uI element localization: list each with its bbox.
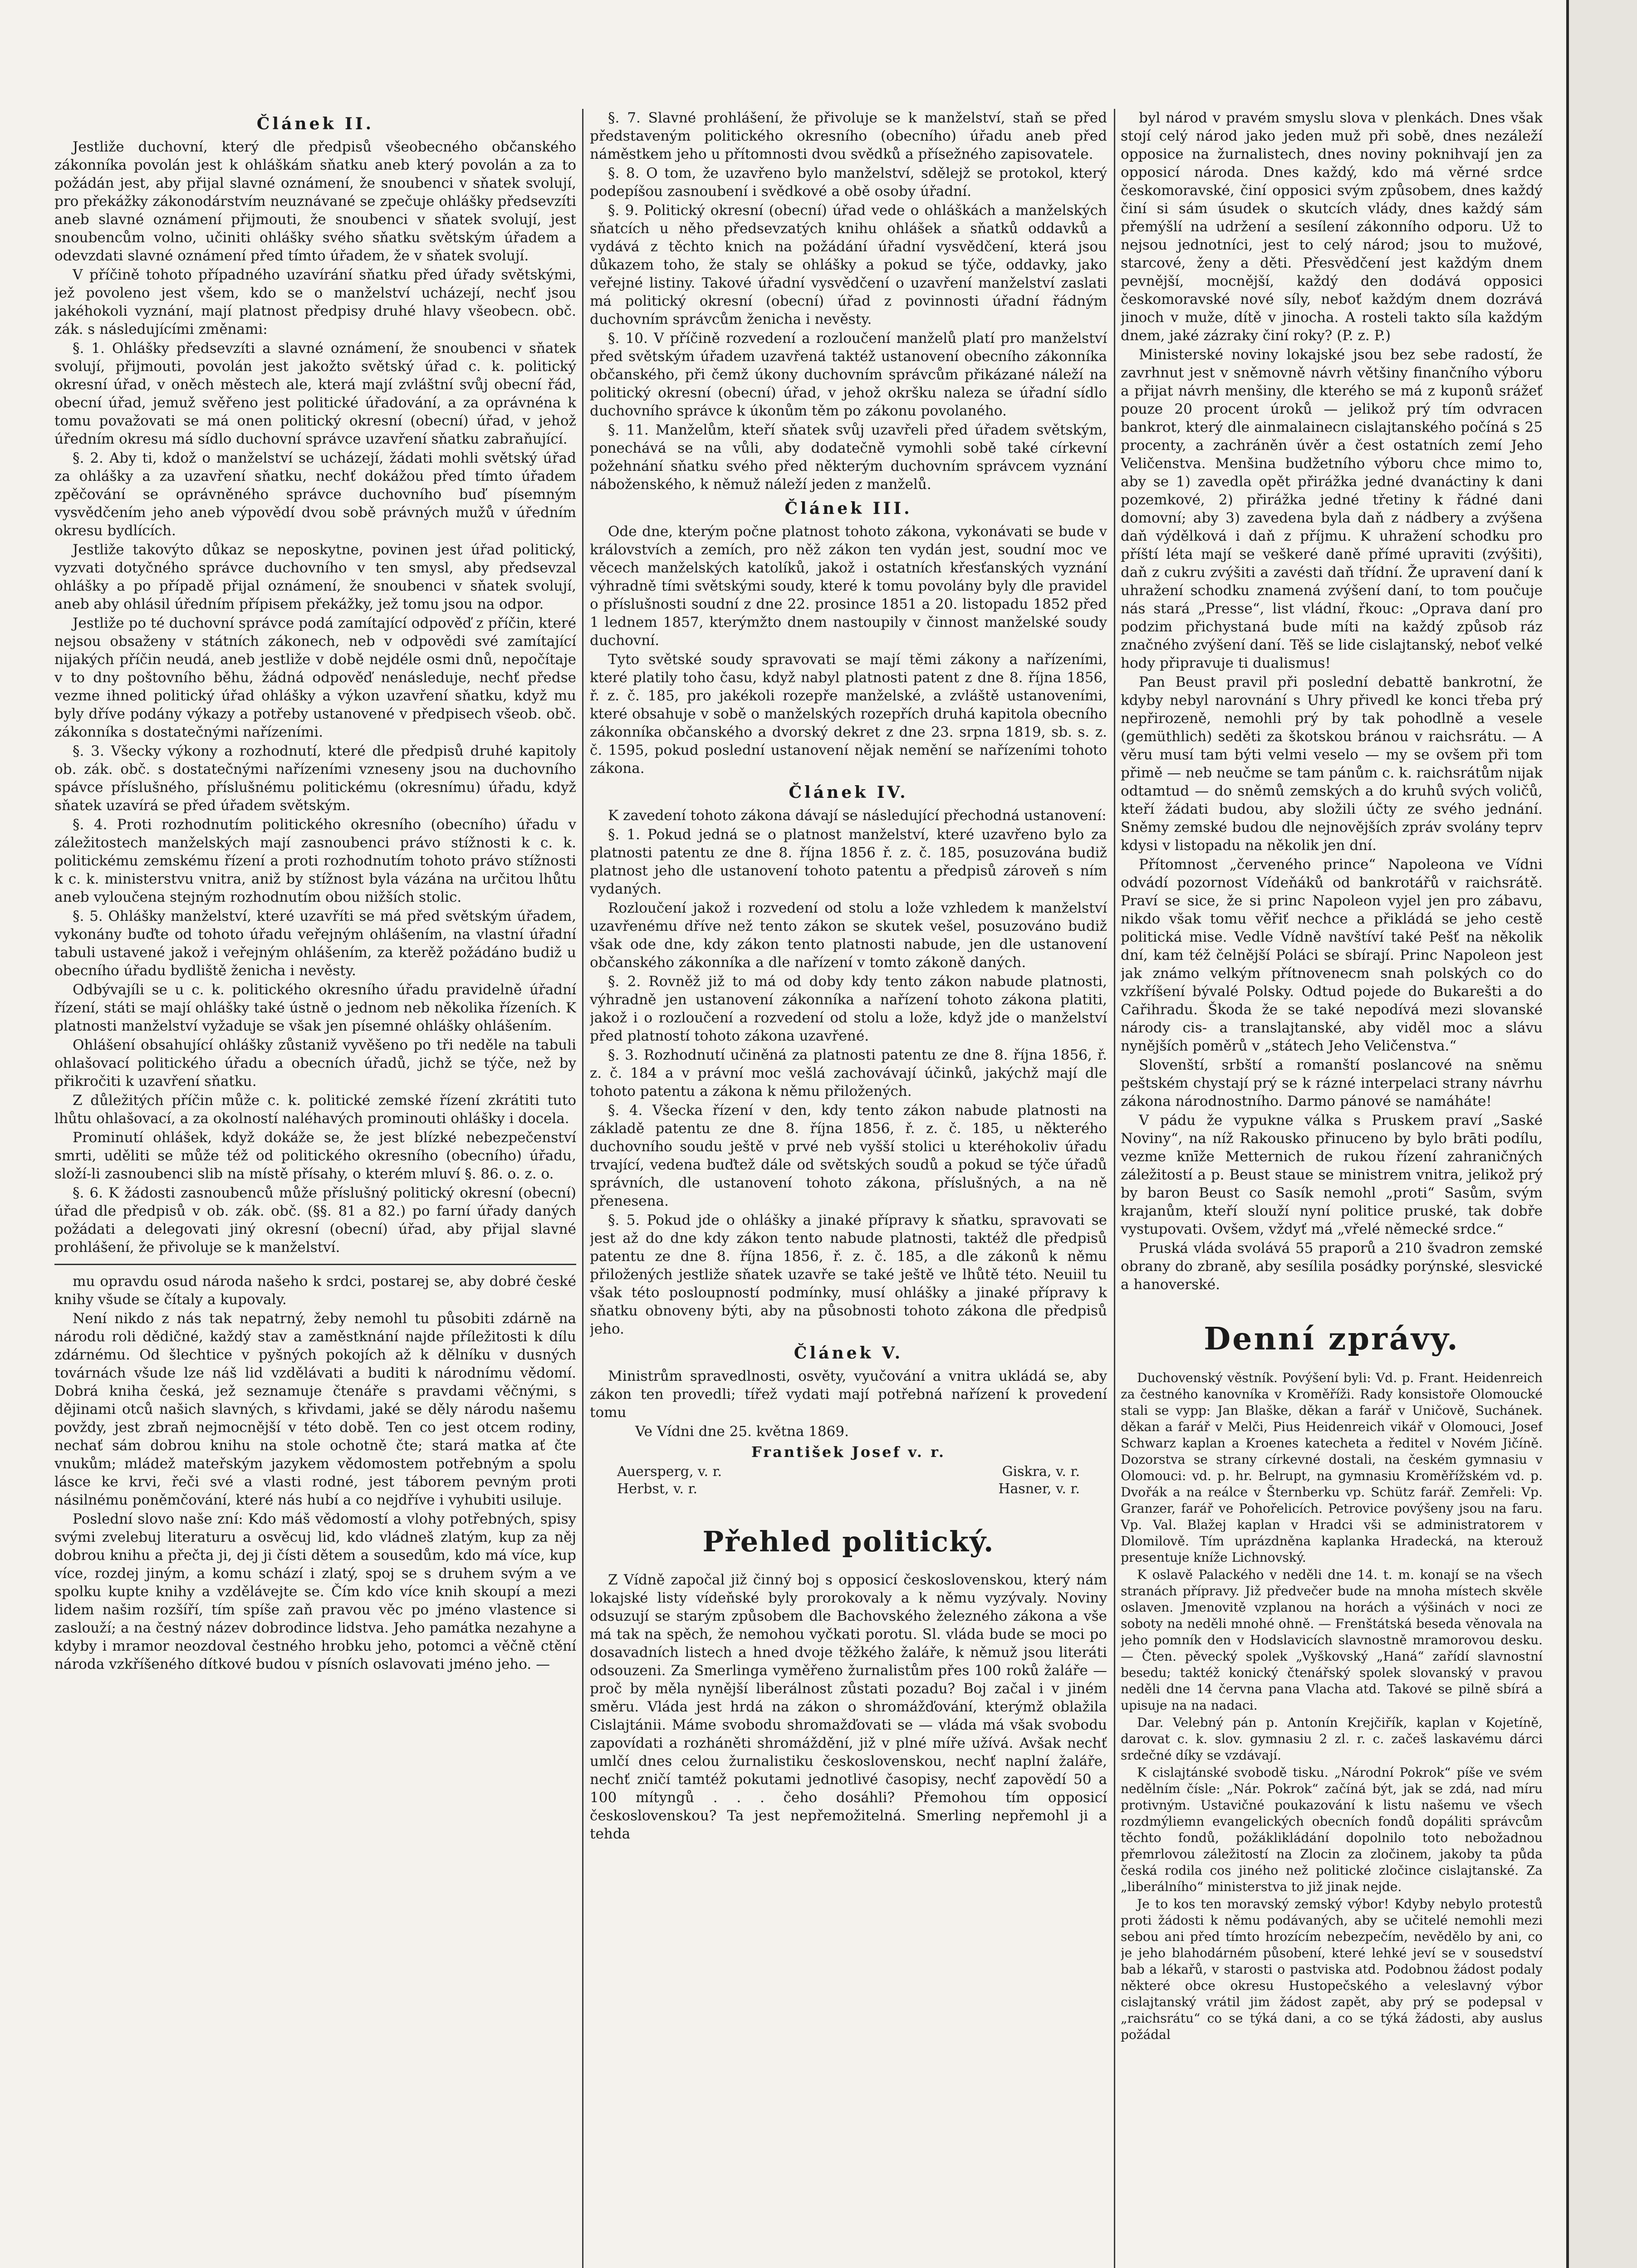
minister-signatures (590, 1463, 1107, 1498)
paragraph: Slovenští, srbští a romanští poslancové na sněmu peštském chystají prý se k rázné interpelaci strany návrhu zákona národnostního. Darmo pánové se namáháte! (1121, 1057, 1543, 1110)
daily-news-section (1121, 1370, 1543, 2043)
column-3 (1121, 109, 1543, 2268)
paragraph: Z Vídně započal již činný boj s opposicí československou, který nám lokajské listy vídeňské byly prorokovaly a k němu vyzývaly. Noviny odsuzují se starým způsobem dle Bachovského železného zákona a vše má tak na spěch, že nemohou vyčkati porotu. Sl. vláda bude se moci po dosavadních listech a hned dvoje těžkého žaláře, k němuž jsou literáti odsouzeni. Za Smerlinga vyměřeno žurnalistům přes 100 roků žaláře — proč by měla nynější liberálnost zůstati pozadu? Boj začal i v jiném směru. Vláda jest hrdá na zákon o shromážďování, kterýmž oblažila Cislajtánii. Máme svobodu shromažďovati se — vláda má však svobodu zapovídati a rozháněti shromáždění, již v plné míře užívá. Avšak nechť umlčí dnes celou žurnalistiku československou, nechť naplní žaláře, nechť zničí tamtéž pokutami jednotlivé časopisy, nechť zapovědí 50 a 100 mítyngů . . . čeho dosáhli? Přemohou tím opposicí československou? Ta jest nepřemožitelná. Smerling nepřemohl ji a tehda (590, 1572, 1107, 1842)
paragraph: §. 5. Ohlášky manželství, které uzavříti se má před světským úřadem, vykonány buďte od tohoto úřadu veřejným ohlášením, na vlastní úřadní tabuli ustavené jakož i veřejným ohlášením, za kterěž požádáno budiž u obecního úřadu bydliště ženicha i nevěsty. (54, 908, 576, 979)
paragraph: Pruská vláda svolává 55 praporů a 210 švadron zemské obrany do zbraně, aby sesílila posádky porýnské, slesvické a hanoverské. (1121, 1240, 1543, 1293)
section-divider (54, 1264, 576, 1265)
paragraph: §. 4. Proti rozhodnutím politického okresního (obecního) úřadu v záležitostech manželských mají zasnoubenci právo stížnosti k c. k. politickému zemskému řízení a proti rozhodnutím tohoto právo stížnosti k c. k. ministerstvu vnitra, aniž by stížnost byla vázána na určitou lhůtu aneb vyloučena stejným rozhodnutím obou nižších stolic. (54, 816, 576, 905)
paragraph: §. 1. Ohlášky předsevzíti a slavné oznámení, že snoubenci v sňatek svolují, přijmouti, povolán jest jakožto světský úřad c. k. politický okresní úřad, v oněch městech ale, která mají zvláštní svůj obecní řád, obecní úřad, jemuž svěřeno jest politické úřadování, a za oprávnéna k tomu považovati se má onen politický okresní (obecní) úřad, v jehož úředním okresu má sídlo duchovní správce uzavření sňatku zabraňující. (54, 340, 576, 447)
paragraph: §. 7. Slavné prohlášení, že přivoluje se k manželství, staň se před představeným politického okresního (obecního) úřadu aneb před náměstkem jeho u přítomnosti dvou svědků a přísežného zapisovatele. (590, 110, 1107, 162)
column-divider-2 (1114, 109, 1115, 2268)
paragraph: Tyto světské soudy spravovati se mají těmi zákony a nařízeními, které platily toho času, když nabyl platnosti patent z dne 8. října 1856, ř. z. č. 185, pro jakékoli rozepře manželské, a zvláště ustanoveními, které obsahuje v sobě o manželských rozepřích druhá kapitola obecního zákonníka občanského a dvorský dekret z dne 23. srpna 1819, sb. s. z. č. 1595, pokud poslední ustanovení nějak nemění se nařízeními tohoto zákona. (590, 651, 1107, 777)
paragraph: Poslední slovo naše zní: Kdo máš vědomostí a vlohy potřebných, spisy svými zvelebuj literaturu a osvěcuj lid, kdo vládneš zlatým, kup za něj dobrou knihu a přečta ji, dej ji čísti dětem a sousedům, kdo má více, kup více, rozdej jiným, a komu schází i zlatý, spoj se s druhem svým a ve spolku kupte knihy a vzdělávejte se. Čím kdo více knih skoupí a mezi lidem našim rozšíří, tím spíše zaň pravou věc po jméno vlastence si zaslouží; a na čestný název dobrodince lidstva. Jeho památka nezahyne a kdyby i mramor neozdoval čestného hrobku jeho, potomci a věčně ctění národa vzkříšeného dítkové budou v písních oslavovati jméno jeho. — (54, 1511, 576, 1672)
paragraph: §. 10. V příčině rozvedení a rozloučení manželů platí pro manželství před světským úřadem uzavřená taktéž ustanovení obecního zákonníka občanského, při čemž úkony duchovním správcům přikázané náleží na politický okresní (obecní) úřad, v jehož okršku naleza se úřadní sídlo duchovního správce k úkonům těm po zákonu povolaného. (590, 330, 1107, 419)
paragraph: §. 2. Rovněž již to má od doby kdy tento zákon nabude platnosti, výhradně jen ustanovení zákonníka a nařízení tohoto zákona platiti, jakož i o rozloučení a rozvedení od stolu a lože, když jde o manželství před platností tohoto zákona uzavřené. (590, 973, 1107, 1044)
paragraph: §. 6. K žádosti zasnoubenců může příslušný politický okresní (obecní) úřad dle předpisů v ob. zák. obč. (§§. 81 a 82.) po farní úřady daných požádati a delegovati jiný okresní (obecní) úřad, aby přijal slavné prohlášení, že přivoluje se k manželství. (54, 1185, 576, 1256)
column-divider-1 (582, 109, 583, 2268)
paragraph: Není nikdo z nás tak nepatrný, žeby nemohl tu působiti zdárně na národu roli dědičné, každý stav a zaměstknání najde příležitosti k dílu zdárnému. Od šlechtice v pyšných pokojích až k dělníku v dusných továrnách všude lze náš lid vzdělávati a buditi k národnímu vědomí. Dobrá kniha česká, jež seznamuje čtenáře s pravdami věčnými, s dějinami otců našich slavných, s křivdami, jaké se děly národu našemu povždy, jest zbraň nejmocnější v této době. Ten co jest otcem rodiny, nechať sám dobrou knihu na stole ochotně čte; stará matka ať čte vnukům; mládež mateřským jazykem vědomostem potřebným a spolu lásce ke krvi, řeči své a vlasti rodné, jest táborem pevným proti násilnému poněmčování, které nás hubí a co nejdříve i vyhubiti usiluje. (54, 1310, 576, 1508)
paragraph: Jestliže takovýto důkaz se neposkytne, povinen jest úřad politický, vyzvati dotyčného správce duchovního v ten smysl, aby předsevzal ohlášky a po případě přijal oznámení, že snoubenci v sňatek svolují, aneb aby ohlásil úředním přípisem překážky, jež tomu jsou na odpor. (54, 542, 576, 612)
newspaper-page (54, 109, 1543, 2268)
paragraph: §. 2. Aby ti, kdož o manželství se ucházejí, žádati mohli světský úřad za ohlášky a za uzavření sňatku, nechť dokážou před tímto úřadem zpěčování se oprávněného správce duchovního buď písemným vysvědčením jeho aneb výpovědí dvou sobě právných mužů v úředním okresu bydlících. (54, 450, 576, 539)
paragraph: §. 9. Politický okresní (obecní) úřad vede o ohláškách a manželských sňatcích u něho předsevzatých knihu ohlášek a sňatků oddavků a vydává z těchto knich na požádání úřadní vysvědčení, která jsou důkazem toho, že staly se ohlášky a pokud se týče, oddavky, jako veřejné listiny. Takové úřadní vysvědčení o uzavření manželství zaslati má politický okresní (obecní) úřad z povinnosti úřadní řádným duchovním správcům ženicha i nevěsty. (590, 202, 1107, 327)
binding-edge-line (1566, 0, 1569, 2268)
daily-news-heading: Denní zprávy. (1204, 1321, 1460, 1357)
paragraph: §. 3. Rozhodnutí učiněná za platnosti patentu ze dne 8. října 1856, ř. z. č. 184 a v právní moc vešlá zachovávají účinků, jakýchž mají dle tohoto patentu a zákona k němu přiložených. (590, 1047, 1107, 1100)
paragraph: Přítomnost „červeného prince“ Napoleona ve Vídni odvádí pozornost Vídeňáků od bankrotářů v raichsrátě. Praví se sice, že si princ Napoleon vyjel jen pro zábavu, nikdo však tomu věřiť nechce a přikládá se jeho cestě politická mise. Vedle Vídně navštíví také Pešť na několik dní, kam též čelnější Poláci se sbírají. Princ Napoleon jest jak známo velkým přítnovenecm snah polských co do vzkříšení bývalé Polsky. Odtud pojede do Bukarešti a do Cařihradu. Škoda že se také nepodívá mezi slovanské národy cis- a translajtanské, aby viděl moc a slávu nynějších poměrů v „státech Jeho Veličenstva.“ (1121, 856, 1543, 1054)
political-overview-heading: Přehled politický. (702, 1525, 995, 1558)
minister-name: Herbst, v. r. (617, 1481, 698, 1497)
column-2 (590, 109, 1107, 2268)
paragraph: Ohlášení obsahující ohlášky zůstaniž vyvěšeno po tři neděle na tabuli ohlašovací politického úřadu a obecních úřadů, jichž se týče, než by přikročiti k uzavření sňatku. (54, 1037, 576, 1090)
article-3-heading: Článek III. (784, 499, 912, 518)
paragraph: mu opravdu osud národa našeho k srdci, postarej se, aby dobré české knihy všude se čítaly a kupovaly. (54, 1273, 576, 1308)
article-4-heading: Článek IV. (789, 783, 908, 802)
column-1 (54, 109, 576, 2268)
paragraph: byl národ v pravém smyslu slova v plenkách. Dnes však stojí celý národ jako jeden muž při sobě, dnes nezáleží opposice na žurnalistech, dnes noviny poknihvají jen za opposicí národa. Dnes každý, kdo má věrné srdce českomoravské, činí opposici svým způsobem, dnes každý činí si sám úsudek o skutcích vlády, dnes každý sám přemýšlí na udržení a sesílení zákonního odporu. Už to nejsou jednotníci, jest to celý národ; jsou to mužové, starcové, ženy a děti. Přesvědčení jest každým dnem pevnější, mocnější, každý den dodává opposici českomoravské nové síly, neboť každým dnem dozrává jinoch v muže, dítě v jinocha. A rosteli takto síla každým dnem, jaké zázraky činí roky? (P. z. P.) (1121, 110, 1543, 344)
paragraph: Jestliže duchovní, který dle předpisů všeobecného občanského zákonníka povolán jest k ohláškám sňatku aneb který povolán a za to požádán jest, aby přijal slavné oznámení, že snoubenci v sňatek svolují, pro překážky zákonodárstvím neuznávané se zpečuje ohlášky předsevzíti aneb slavné oznámení přijmouti, že snoubenci v sňatek svolují, jest snoubencům volno, učiniti ohlášky svého sňatku světským úřadem a odevzdati slavné oznámení před tímto úřadem, že v sňatek svolují. (54, 139, 576, 264)
paragraph: §. 5. Pokud jde o ohlášky a jinaké přípravy k sňatku, spravovati se jest až do dne kdy zákon tento nabude platnosti, taktéž dle předpisů patentu ze dne 8. října 1856, ř. z. č. 185, a dle zákonů k němu přiložených jestliže sňatek uzavře se také ještě ve lhůtě této. Neuiil tu však této posloupností podmínky, musí ohlášky a jinaké přípravy k sňatku obnoveny býti, aby na působnosti tohoto zákona dle předpisů jeho. (590, 1212, 1107, 1337)
paragraph: K zavedení tohoto zákona dávají se následující přechodná ustanovení: (608, 807, 1107, 824)
paragraph: §. 11. Manželům, kteří sňatek svůj uzavřeli před úřadem světským, ponechává se na vůli, aby dodatečně vymohli sobě také církevní požehnání sňatku svého před některým duchovním správcem vyznání náboženského, k němuž náleží jeden z manželů. (590, 422, 1107, 493)
paragraph: V příčině tohoto případného uzavírání sňatku před úřady světskými, jež povoleno jest všem, kdo se o manželství ucházejí, nechť jsou jakéhokoli vyznání, mají platnost předpisy druhé hlavy všeobecn. obč. zák. s následujícími změnami: (54, 267, 576, 337)
paragraph: Ministerské noviny lokajské jsou bez sebe radostí, že zavrhnut jest v sněmovně návrh většiny finančního výboru a přijat návrh menšiny, dle kterého se má z kuponů srážeť pouze 20 procent úroků — jelikož prý tím odvracen bankrot, který dle ainmalainecn cislajtanského počíná s 25 procenty, a zachráněn úvěr a čest ostatních zemí Jeho Veličenstva. Menšina budžetního výboru chce mimo to, aby se 1) zavedla opět přirážka jedné dvanáctiny k dani pozemkové, 2) přirážka jedné třetiny k řádné dani domovní; aby 3) zavedena byla daň z nádbery a zvýšena daň výdělková i daň z příjmu. K uhražení schodku pro příští léta mají se veškeré daně přímé upraviti (zvýšiti), daň z cukru zvýšiti a zavésti daň třídní. Že upravení daní k uhražení schodku znamená zvýšení daní, to tom poučuje nás stará „Presse“, list vládní, řkouc: „Oprava daní pro podzim přichystaná bude míti na každý způsob ráz značného zvýšení daní. Těš se lide cislajtanský, neboť velké hody připravuje ti dualismus! (1121, 347, 1543, 671)
paragraph: §. 8. O tom, že uzavřeno bylo manželství, sdělejž se protokol, který podepíšou zasnoubení i svědkové a obě osoby úřadní. (590, 165, 1107, 200)
emperor-signature: František Josef v. r. (751, 1443, 946, 1461)
paragraph: §. 1. Pokud jedná se o platnost manželství, které uzavřeno bylo za platnosti patentu ze dne 8. října 1856 ř. z. č. 185, posuzována budiž platnost jeho dle ustanovení tohoto patentu a předpisů zároveň s ním vydaných. (590, 826, 1107, 897)
news-item: Duchovenský věstník. Povýšení byli: Vd. p. Frant. Heidenreich za čestného kanovníka v Kroměříži. Rady konsistoře Olomoucké stali se vypp: Jan Blaške, děkan a farář v Uničově, Suchánek. děkan a farář v Melči, Pius Heidenreich vikář v Olomouci, Josef Schwarz kaplan a Kroenes katecheta a ředitel v Novém Jičíně. Dozorstva se strany církevné dostali, na českém gymnasiu v Olomouci: vd. p. hr. Belrupt, na gymnasiu Kroměřížském vd. p. Dvořák a na reálce v Šternberku vp. Schütz farář. Zemřeli: Vp. Granzer, farář ve Pohořelicích. Petrovice povýšeny jsou na faru. Vp. Val. Blažej kaplan v Hradci vši se administratorem v Dlomilově. Tím uprázdněna kaplanka Hradecká, na kterouž presentuje kníže Lichnovský. (1121, 1370, 1543, 1565)
article-5-heading: Článek V. (794, 1344, 903, 1363)
paragraph: Ode dne, kterým počne platnost tohoto zákona, vykonávati se bude v královstvích a zemích, pro něž zákon ten vydán jest, soudní moc ve věcech manželských katolíků, jakož i ostatních křesťanských vyznání výhradně tími světskými soudy, které k tomu povolány byly dle pravidel o příslušnosti soudní z dne 22. prosince 1851 a 20. listopadu 1852 před 1 lednem 1857, kterýmžto dnem nastoupily v činnost manželské soudy duchovní. (590, 523, 1107, 649)
law-date: Ve Vídni dne 25. května 1869. (635, 1423, 849, 1440)
minister-name: Hasner, v. r. (998, 1481, 1080, 1497)
article-2-heading: Článek II. (256, 114, 374, 133)
paragraph: Z důležitých příčin může c. k. politické zemské řízení zkrátiti tuto lhůtu ohlašovací, a za okolností naléhavých prominouti ohlášky i docela. (54, 1092, 576, 1127)
paragraph: Pan Beust pravil při poslední debattě bankrotní, že kdyby nebyl narovnání s Uhry přivedl ke konci třeba prý nepřirozeně, nemohli prý by tak pohodlně a vesele (gemüthlich) seděti za škotskou bránou v raichsrátu. — A věru musí tam býti velmi veselo — my se ovšem při tom přimě — neb neučme se tam pánům c. k. raichsrátům nijak odtamtud — do sněmů zemských a do kruhů svých voličů, kteří žádati budou, aby složili účty ze svého jednání. Sněmy zemské budou dle nejnovějších zpráv svolány teprv kdysi v listopadu na několik jen dní. (1121, 674, 1543, 854)
paragraph: Odbývajíli se u c. k. politického okresního úřadu pravidelně úřadní řízení, státi se mají ohlášky také ústně o jednom neb několika řízeních. K platnosti manželství vyžaduje se však jen písemné ohlášky ohlášením. (54, 982, 576, 1034)
paragraph: V pádu že vypukne válka s Pruskem praví „Saské Noviny“, na níž Rakousko přinuceno by bylo brāti podílu, vezme knīže Metternich de rukou řízení zahraničných záležitostí a p. Beust staue se ministrem vnitra, jelikož prý by baron Beust co Sasík nemohl „proti“ Sasům, svým krajanům, kteří slouží nyní politice pruské, tak dobře vystupovati. Ovšem, vždyť má „vřelé německé srdce.“ (1121, 1112, 1543, 1237)
paragraph: Ministrům spravedlnosti, osvěty, vyučování a vnitra ukládá se, aby zákon ten provedli; tířež vydati mají potřebná nařízení k provedení tomu (590, 1368, 1107, 1421)
paragraph: §. 3. Všecky výkony a rozhodnutí, které dle předpisů druhé kapitoly ob. zák. obč. s dostatečnými nařízeními vzneseny jsou na duchovního spávce příslušného, příslušnému politickému (okresnímu) úřadu, když sňatek uzavírá se před úřadem světským. (54, 743, 576, 814)
news-item: Dar. Velebný pán p. Antonín Krejčiřík, kaplan v Kojetíně, darovat c. k. slov. gymnasiu 2 zl. r. c. začeš laskavému dárci srdečné díky se vzdávají. (1121, 1715, 1543, 1763)
binding-margin (1569, 0, 1637, 2268)
minister-name: Auersperg, v. r. (617, 1464, 722, 1480)
news-item: Je to kos ten moravský zemský výbor! Kdyby nebylo protestů proti žádosti k němu podávaných, aby se učitelé nemohli mezi sebou ani před tímto hrozícím nebezpečím, nevědělo by ani, co je jeho blahodárném působení, které lehké jeví se v sousedství bab a lékařů, v starosti o pastviska atd. Podobnou žádost podaly některé obce okresu Hustopečského a veleslavný výbor cislajtanský vrátil jim žádost zapět, aby prý se podepsal v „raichsrátu“ co se týká dani, a co se týká žádosti, aby auslus požádal (1121, 1897, 1543, 2042)
paragraph: §. 4. Všecka řízení v den, kdy tento zákon nabude platnosti na základě patentu ze dne 8. října 1856, ř. z. č. 185, u některého duchovního soudu ještě v prvé neb vyšší stolici u kteréhokoliv úřadu trvající, vedena buďtež dále od světských soudů a pokud se týče úřadů správních, dle ustanovení tohoto zákona, příslušných, a na ně přenesena. (590, 1102, 1107, 1209)
paragraph: Jestliže po té duchovní správce podá zamítající odpověď z příčin, které nejsou obsaženy v státních zákonech, neb v odpovědi své zamítající nijakých příčin neudá, aneb jestliže v době nejdéle osmi dnů, nepočítaje v to dny poštovního běhu, žádná odpověď nenásleduje, nechť předse vezme ihned politický úřad ohlášky a výkon uzavření sňatku, když mu byly dříve podány výkazy a potřeby ustanovené v předpisech všeob. obč. zákonníka s dostatečnými nařízeními. (54, 615, 576, 740)
minister-name: Giskra, v. r. (1002, 1464, 1080, 1480)
paragraph: Prominutí ohlášek, když dokáže se, že jest blízké nebezpečenství smrti, uděliti se může též od politického okresního (obecního) úřadu, složí-li zasnoubenci slib na místě přísahy, o kterém mluví §. 86. o. z. o. (54, 1129, 576, 1182)
news-item: K oslavě Palackého v neděli dne 14. t. m. konají se na všech stranách přípravy. Již předvečer bude na mnoha místech skvěle oslaven. Jmenovitě vzplanou na horách a výšinách v noci ze soboty na neděli mnohé ohně. — Frenštátská beseda věnovala na jeho pomník den v Hodslavicích slavnostně mramorovou desku. — Čten. pěvecký spolek „Vyškovský „Haná“ zařídí slavnostní besedu; taktéž konický čtenářský spolek slovanský v pravou neděli dne 14 června pana Vlacha atd. Takové se pilně sbírá a upisuje na na nadaci. (1121, 1567, 1543, 1713)
news-item: K cislajtánské svobodě tisku. „Národní Pokrok“ píše ve svém nedělním čísle: „Nár. Pokrok“ začíná být, jak se zdá, nad míru protivným. Ustavičné poukazování k listu našemu ve všech rozdmýliemn evangelických obecních fondů dopáliti správcům těchto fondů, požáklikládání dopolnilo toto nebožadnou přemrlovou záležitostí na Zlocin za zločinem, jakoby ta půda česká rodila cos jiného než politické zločince cislajtanské. Za „liberálního“ ministerstva to již jinak nejde. (1121, 1765, 1543, 1894)
paragraph: Rozloučení jakož i rozvedení od stolu a lože vzhledem k manželství uzavřenému dříve než tento zákon se skutek vešel, posuzováno budiž však ode dne, kdy zákon tento platnosti nabude, jen dle ustanovení občanského zákonníka a dle nařízení v tomto zákoně daných. (590, 900, 1107, 971)
